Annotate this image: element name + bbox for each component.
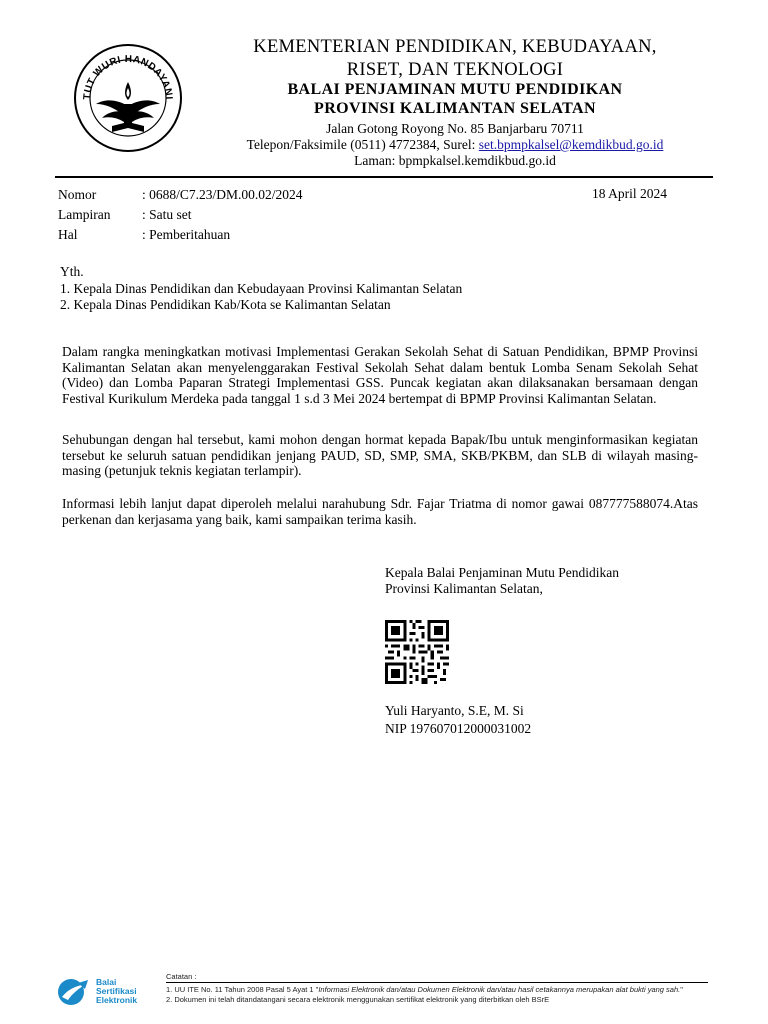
lampiran-label: Lampiran bbox=[58, 207, 111, 222]
signatory-nip: NIP 197607012000031002 bbox=[385, 721, 532, 736]
letterhead-divider bbox=[55, 176, 713, 178]
office-address: Jalan Gotong Royong No. 85 Banjarbaru 70711 bbox=[326, 121, 584, 136]
office-contact bbox=[190, 136, 720, 153]
nomor-value: : 0688/C7.23/DM.00.02/2024 bbox=[142, 187, 303, 202]
bsre-brand-text bbox=[96, 978, 137, 1005]
footer-note-1 bbox=[166, 985, 683, 994]
footer-note-1-quote: Informasi Elektronik dan/atau Dokumen Elektronik dan/atau hasil cetakannya merupakan alat bukti yang sah. bbox=[318, 985, 681, 994]
lampiran-value: : Satu set bbox=[142, 207, 192, 222]
bsre-brand-line-3: Elektronik bbox=[96, 995, 138, 1005]
phone-text: Telepon/Faksimile (0511) 4772384, Surel: bbox=[246, 137, 479, 152]
signatory-title-1: Kepala Balai Penjaminan Mutu Pendidikan bbox=[385, 565, 619, 580]
bsre-brand-line-2: Sertifikasi bbox=[96, 986, 137, 996]
office-name-line-2: PROVINSI KALIMANTAN SELATAN bbox=[314, 100, 596, 117]
ministry-name-line-1: KEMENTERIAN PENDIDIKAN, KEBUDAYAAN, bbox=[253, 37, 657, 57]
footer-note-1-close: " bbox=[680, 985, 683, 994]
footer-note-2: 2. Dokumen ini telah ditandatangani secara elektronik menggunakan sertifikat elektronik yang diterbitkan oleh BSrE bbox=[166, 995, 550, 1004]
tut-wuri-handayani-logo bbox=[72, 42, 184, 154]
bsre-brand-line-1: Balai bbox=[96, 977, 117, 987]
signatory-name: Yuli Haryanto, S.E, M. Si bbox=[385, 703, 524, 718]
email-link[interactable]: set.bpmpkalsel@kemdikbud.go.id bbox=[478, 137, 664, 152]
signature-qr-code bbox=[385, 620, 449, 684]
body-paragraph-2: Sehubungan dengan hal tersebut, kami mohon dengan hormat kepada Bapak/Ibu untuk menginformasikan kegiatan tersebut ke seluruh satuan pendidikan jenjang PAUD, SD, SMP, SMA, SKB/PKBM, dan SLB di wilayah masing-masing (petunjuk teknis kegiatan terlampir). bbox=[62, 432, 698, 478]
letter-date: 18 April 2024 bbox=[592, 186, 668, 201]
footer-catatan: Catatan : bbox=[166, 972, 197, 981]
hal-row bbox=[0, 225, 768, 245]
nomor-label: Nomor bbox=[58, 187, 97, 202]
office-website: Laman: bpmpkalsel.kemdikbud.go.id bbox=[354, 153, 556, 168]
recipient-1: 1. Kepala Dinas Pendidikan dan Kebudayaan Provinsi Kalimantan Selatan bbox=[60, 281, 463, 296]
office-name-line-1: BALAI PENJAMINAN MUTU PENDIDIKAN bbox=[287, 81, 623, 98]
bsre-logo-icon bbox=[56, 977, 92, 1007]
recipient-2: 2. Kepala Dinas Pendidikan Kab/Kota se Kalimantan Selatan bbox=[60, 297, 391, 312]
lampiran-row bbox=[0, 205, 768, 225]
signatory-title-2: Provinsi Kalimantan Selatan, bbox=[385, 581, 543, 596]
ministry-name-line-2: RISET, DAN TEKNOLOGI bbox=[346, 60, 564, 80]
footer-note-1-lead: 1. UU ITE No. 11 Tahun 2008 Pasal 5 Ayat 1 " bbox=[166, 985, 319, 994]
svg-text:TUT WURI HANDAYANI: TUT WURI HANDAYANI bbox=[81, 53, 175, 101]
hal-label: Hal bbox=[58, 227, 78, 242]
footer-divider bbox=[166, 982, 708, 983]
body-paragraph-3: Informasi lebih lanjut dapat diperoleh melalui narahubung Sdr. Fajar Triatma di nomor gawai 087777588074.Atas perkenan dan kerjasama yang baik, kami sampaikan terima kasih. bbox=[62, 496, 698, 527]
greeting: Yth. bbox=[60, 264, 84, 279]
body-paragraph-1: Dalam rangka meningkatkan motivasi Implementasi Gerakan Sekolah Sehat di Satuan Pendidikan, BPMP Provinsi Kalimantan Selatan akan menyelenggarakan Festival Sekolah Sehat dalam bentuk Lomba Senam Sekolah Sehat (Video) dan Lomba Paparan Strategi Implementasi GSS. Puncak kegiatan akan dilaksanakan bersamaan dengan Festival Kurikulum Merdeka pada tanggal 1 s.d 3 Mei 2024 bertempat di BPMP Provinsi Kalimantan Selatan. bbox=[62, 344, 698, 406]
hal-value: : Pemberitahuan bbox=[142, 227, 231, 242]
